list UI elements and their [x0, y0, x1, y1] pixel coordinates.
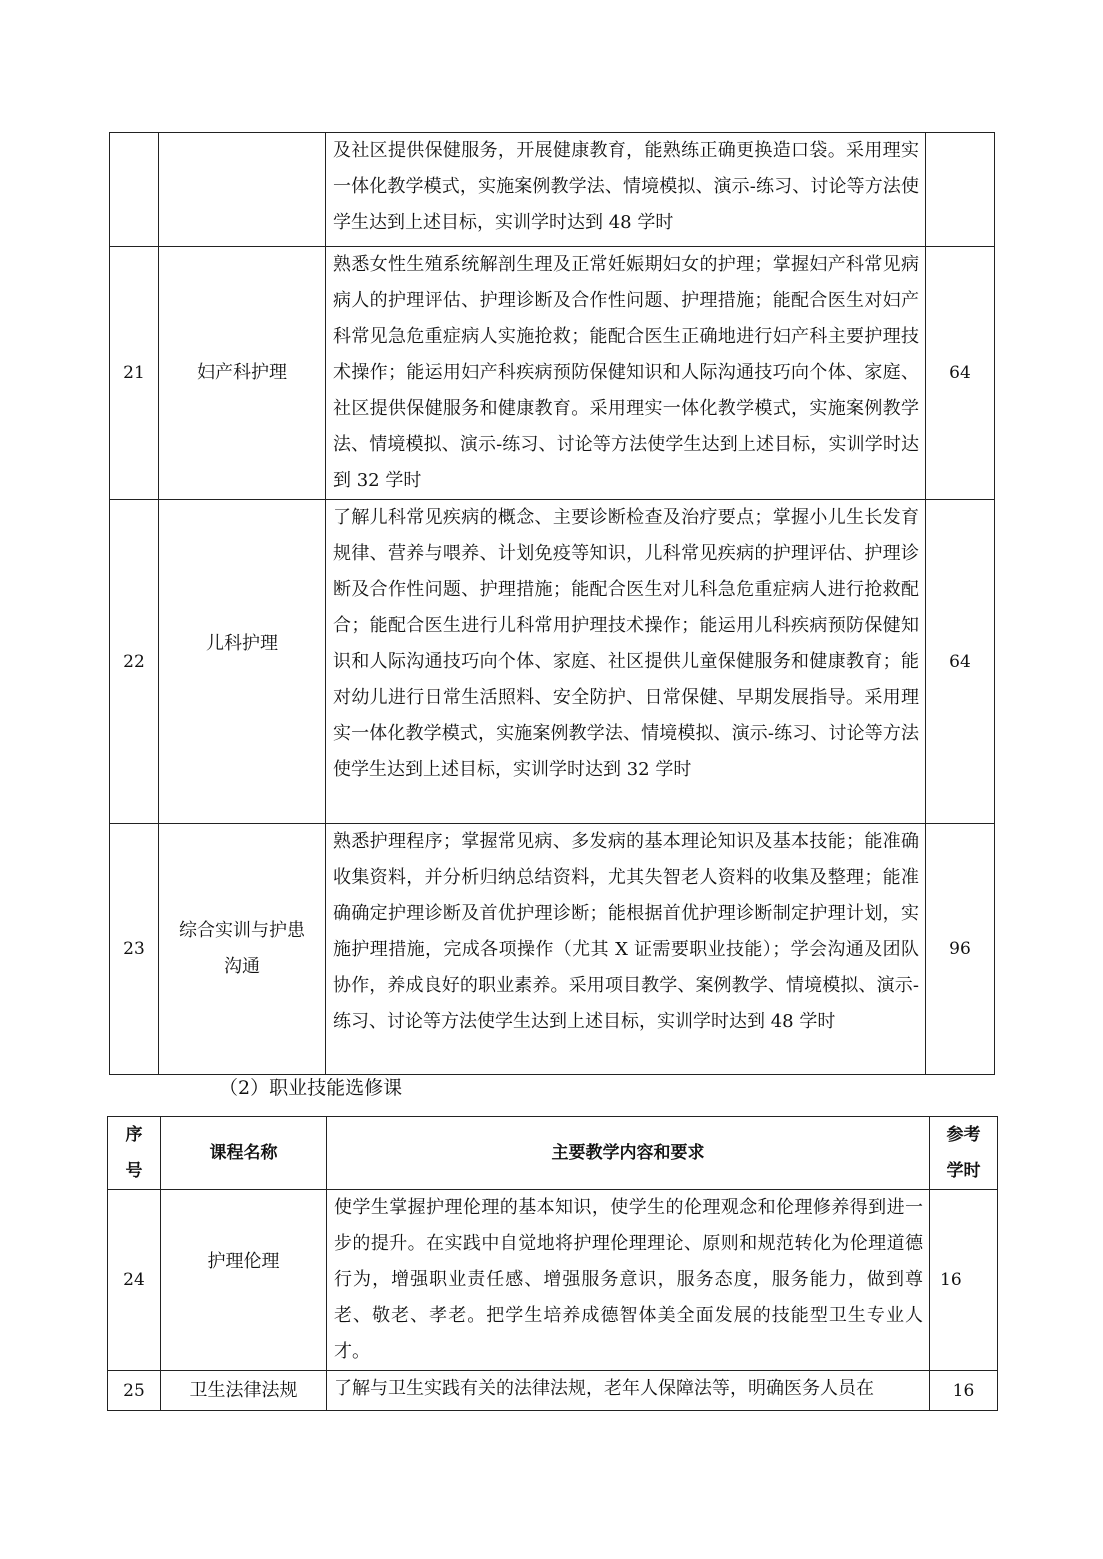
course-name-line: 沟通 — [224, 956, 260, 977]
course-hours: 16 — [930, 1190, 998, 1371]
course-name-text: 护理伦理 — [207, 1251, 280, 1272]
course-name-line: 综合实训与护患 — [179, 920, 305, 941]
course-description: 熟悉护理程序；掌握常见病、多发病的基本理论知识及基本技能；能准确收集资料，并分析归纳总结资料，尤其失智老人资料的收集及整理；能准确确定护理诊断及首优护理诊断；能根据首优护理诊断制定护理计划，实施护理措施，完成各项操作（尤其 X 证需要职业技能）；学会沟通及团队协作，养成良好的职业素养。采用项目教学、案例教学、情境模拟、演示-练习、讨论等方法使学生达到上述目标，实训学时达到 48 学时 — [326, 824, 926, 1075]
section-title: （2）职业技能选修课 — [219, 1077, 403, 1099]
course-hours: 16 — [930, 1371, 998, 1411]
table-row — [108, 1190, 998, 1371]
table-row — [110, 133, 995, 247]
elective-courses-table — [107, 1116, 998, 1411]
header-index-line: 序 — [125, 1125, 143, 1145]
course-name — [159, 133, 326, 247]
header-index-line: 号 — [125, 1161, 143, 1181]
course-name: 卫生法律法规 — [161, 1371, 327, 1411]
row-index: 24 — [108, 1190, 161, 1371]
course-hours — [926, 133, 995, 247]
header-index — [108, 1117, 161, 1190]
header-content: 主要教学内容和要求 — [327, 1117, 930, 1190]
header-hours — [930, 1117, 998, 1190]
core-courses-table-continued — [109, 132, 995, 1075]
row-index: 22 — [110, 500, 159, 824]
course-name: 妇产科护理 — [159, 247, 326, 500]
table-row — [108, 1371, 998, 1411]
row-index: 25 — [108, 1371, 161, 1411]
table-row — [110, 500, 995, 824]
course-description: 了解儿科常见疾病的概念、主要诊断检查及治疗要点；掌握小儿生长发育规律、营养与喂养、计划免疫等知识，儿科常见疾病的护理评估、护理诊断及合作性问题、护理措施；能配合医生对儿科急危重症病人进行抢救配合；能配合医生进行儿科常用护理技术操作；能运用儿科疾病预防保健知识和人际沟通技巧向个体、家庭、社区提供儿童保健服务和健康教育；能对幼儿进行日常生活照料、安全防护、日常保健、早期发展指导。采用理实一体化教学模式，实施案例教学法、情境模拟、演示-练习、讨论等方法使学生达到上述目标，实训学时达到 32 学时 — [326, 500, 926, 824]
table-row — [110, 247, 995, 500]
course-name — [161, 1190, 327, 1371]
table-row — [110, 824, 995, 1075]
course-name-text: 儿科护理 — [206, 632, 278, 654]
row-index: 21 — [110, 247, 159, 500]
header-hours-line: 学时 — [946, 1161, 981, 1181]
course-description: 熟悉女性生殖系统解剖生理及正常妊娠期妇女的护理；掌握妇产科常见病病人的护理评估、护理诊断及合作性问题、护理措施；能配合医生对妇产科常见急危重症病人实施抢救；能配合医生正确地进行妇产科主要护理技术操作；能运用妇产科疾病预防保健知识和人际沟通技巧向个体、家庭、社区提供保健服务和健康教育。采用理实一体化教学模式，实施案例教学法、情境模拟、演示-练习、讨论等方法使学生达到上述目标，实训学时达到 32 学时 — [326, 247, 926, 500]
header-course: 课程名称 — [161, 1117, 327, 1190]
row-index: 23 — [110, 824, 159, 1075]
header-hours-line: 参考 — [946, 1125, 981, 1145]
row-index — [110, 133, 159, 247]
course-name — [159, 824, 326, 1075]
table-header-row — [108, 1117, 998, 1190]
course-hours: 96 — [926, 824, 995, 1075]
course-description: 使学生掌握护理伦理的基本知识，使学生的伦理观念和伦理修养得到进一步的提升。在实践中自觉地将护理伦理理论、原则和规范转化为伦理道德行为，增强职业责任感、增强服务意识，服务态度，服务能力，做到尊老、敬老、孝老。把学生培养成德智体美全面发展的技能型卫生专业人才。 — [327, 1190, 930, 1371]
course-description: 了解与卫生实践有关的法律法规，老年人保障法等，明确医务人员在 — [327, 1371, 930, 1411]
course-name — [159, 500, 326, 824]
course-hours: 64 — [926, 247, 995, 500]
course-description: 及社区提供保健服务，开展健康教育，能熟练正确更换造口袋。采用理实一体化教学模式，实施案例教学法、情境模拟、演示-练习、讨论等方法使学生达到上述目标，实训学时达到 48 学时 — [326, 133, 926, 247]
course-hours: 64 — [926, 500, 995, 824]
